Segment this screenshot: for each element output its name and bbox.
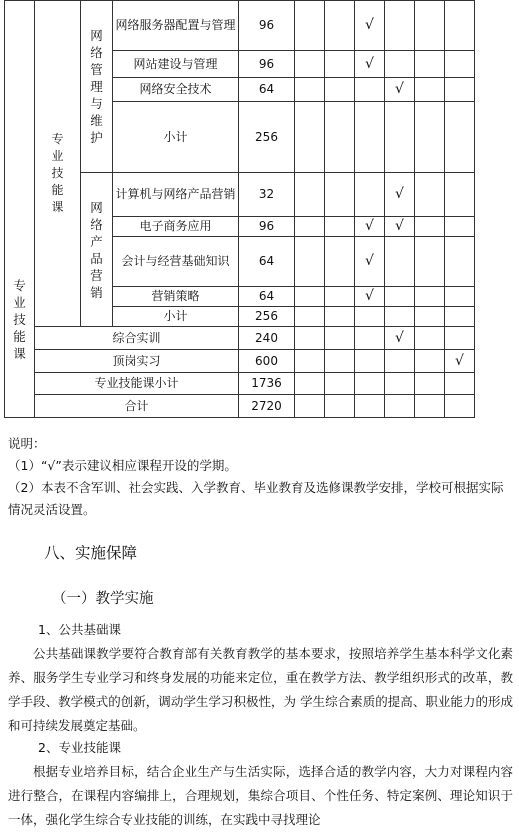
check-mark: √ — [385, 327, 415, 350]
vertical-char: 络 — [90, 216, 103, 232]
check-mark: √ — [355, 217, 385, 237]
check-mark: √ — [355, 287, 385, 307]
vertical-char: 业 — [51, 149, 64, 163]
vertical-char: 能 — [13, 328, 26, 344]
hours-cell: 256 — [239, 307, 295, 327]
vertical-char: 专 — [13, 277, 26, 293]
table-row — [5, 327, 475, 350]
course-name-cell: 网站建设与管理 — [113, 51, 239, 78]
hours-cell: 256 — [239, 102, 295, 173]
course-name-cell: 营销策略 — [113, 287, 239, 307]
vertical-char: 课 — [51, 200, 64, 214]
hours-cell: 2720 — [239, 395, 295, 418]
hours-cell: 240 — [239, 327, 295, 350]
hours-cell: 64 — [239, 237, 295, 287]
course-name-cell: 电子商务应用 — [113, 217, 239, 237]
item-1-title: 1、公共基础课 — [38, 622, 121, 637]
skill-group-text — [35, 131, 80, 216]
sub-heading: （一）教学实施 — [52, 591, 154, 607]
check-mark: √ — [385, 78, 415, 102]
course-name-cell: 综合实训 — [35, 327, 239, 350]
vertical-char: 网 — [90, 199, 103, 215]
table-row — [5, 350, 475, 373]
hours-cell: 64 — [239, 78, 295, 102]
course-name-cell: 小计 — [113, 102, 239, 173]
notes-title: 说明： — [8, 436, 46, 451]
vertical-char: 营 — [90, 267, 103, 283]
item-2-title: 2、专业技能课 — [38, 740, 121, 755]
course-name-cell: 计算机与网络产品营销 — [113, 173, 239, 217]
hours-cell: 64 — [239, 287, 295, 307]
course-name-cell: 网络服务器配置与管理 — [113, 1, 239, 51]
vertical-char: 课 — [13, 345, 26, 361]
check-mark: √ — [355, 1, 385, 51]
sub-group-2-text — [81, 199, 112, 301]
note-item-1: （1）“√”表示建议相应课程开设的学期。 — [8, 458, 237, 473]
course-name-cell: 网络安全技术 — [113, 78, 239, 102]
hours-cell: 1736 — [239, 373, 295, 395]
check-mark: √ — [385, 217, 415, 237]
outer-group-cell — [5, 1, 35, 418]
notes — [8, 433, 513, 521]
hours-cell: 96 — [239, 1, 295, 51]
vertical-char: 业 — [13, 294, 26, 310]
check-mark: √ — [355, 51, 385, 78]
vertical-char: 维 — [90, 113, 103, 128]
item-2-paragraph: 根据专业培养目标，结合企业生产与生活实际，选择合适的教学内容，大力对课程内容进行整合，在课程内容编排上，合理规划，集综合项目、个性任务、特定案例、理论知识于一体，强化学生综合专业技能的训练，在实践中寻找理论 — [8, 764, 513, 827]
skill-group-cell — [35, 1, 81, 327]
vertical-char: 技 — [13, 311, 26, 327]
course-name-cell: 专业技能课小计 — [35, 373, 239, 395]
vertical-char: 销 — [90, 284, 103, 300]
hours-cell: 600 — [239, 350, 295, 373]
course-name-cell: 会计与经营基础知识 — [113, 237, 239, 287]
outer-group-text — [5, 277, 34, 362]
item-1-paragraph: 公共基础课教学要符合教育部有关教育教学的基本要求，按照培养学生基本科学文化素养、服务学生专业学习和终身发展的功能来定位，重在教学方法、教学组织形式的改革，教学手段、教学模式的创新，调动学生学习积极性，为 学生综合素质的提高、职业能力的形成和可持续发展奠定基础。 — [8, 646, 513, 733]
hours-cell: 32 — [239, 173, 295, 217]
hours-cell: 96 — [239, 51, 295, 78]
check-mark: √ — [355, 237, 385, 287]
table-row — [5, 373, 475, 395]
sub-group-2-cell — [81, 173, 113, 327]
course-name-cell: 顶岗实习 — [35, 350, 239, 373]
vertical-char: 网 — [90, 28, 103, 43]
course-name-cell: 合计 — [35, 395, 239, 418]
skill-group-label — [35, 1, 80, 216]
table-row — [5, 395, 475, 418]
vertical-char: 与 — [90, 96, 103, 111]
vertical-char: 管 — [90, 62, 103, 77]
vertical-char: 络 — [90, 45, 103, 60]
vertical-char: 品 — [90, 250, 103, 266]
vertical-char: 能 — [51, 183, 64, 197]
course-name-cell: 小计 — [113, 307, 239, 327]
vertical-char: 产 — [90, 233, 103, 249]
section-heading: 八、实施保障 — [44, 544, 138, 562]
table-row — [5, 1, 475, 51]
check-mark: √ — [385, 173, 415, 217]
curriculum-table — [4, 0, 475, 418]
vertical-char: 理 — [90, 79, 103, 94]
vertical-char: 技 — [51, 166, 64, 180]
outer-group-label — [5, 57, 34, 362]
vertical-char: 专 — [51, 132, 64, 146]
vertical-char: 护 — [90, 130, 103, 145]
sub-group-1-text — [81, 27, 112, 146]
note-item-2: （2）本表不含军训、社会实践、入学教育、毕业教育及选修课教学安排，学校可根据实际情况灵活设置。 — [8, 480, 504, 517]
check-mark: √ — [445, 350, 475, 373]
sub-group-1-cell — [81, 1, 113, 173]
hours-cell: 96 — [239, 217, 295, 237]
